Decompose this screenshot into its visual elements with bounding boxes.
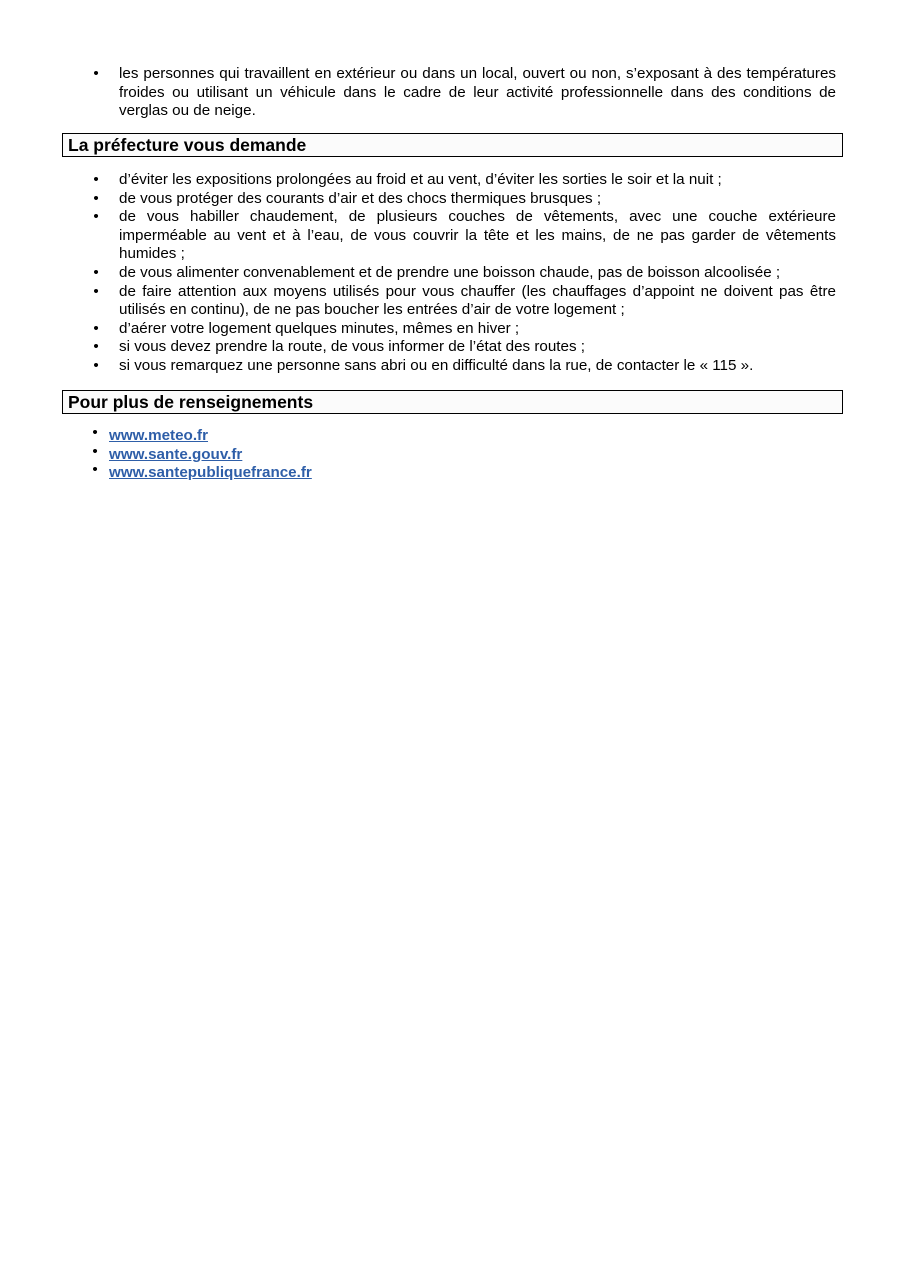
list-item-text: si vous devez prendre la route, de vous informer de l’état des routes ; [119,338,585,356]
list-item [90,65,836,121]
list-item-text: de faire attention aux moyens utilisés pour vous chauffer (les chauffages d’appoint ne doivent pas être utilisés en continu), de ne pas boucher les entrées d’air de votre logement ; [119,282,836,319]
list-item-text: de vous alimenter convenablement et de prendre une boisson chaude, pas de boisson alcoolisée ; [119,263,781,281]
link-sante-gouv[interactable]: www.sante.gouv.fr [109,445,243,463]
list-item [90,320,836,339]
bullet-icon: • [93,282,99,300]
list-item [90,283,836,320]
bullet-icon: • [92,461,98,479]
list-item [90,357,836,376]
bullet-icon: • [93,263,99,281]
intro-bullet-list [90,65,836,121]
link-meteo[interactable]: www.meteo.fr [109,427,209,444]
list-item [90,424,490,446]
list-item [90,264,836,283]
bullet-icon: • [93,356,99,374]
bullet-icon: • [93,65,99,82]
link-sante-publique-france[interactable]: www.santepubliquefrance.fr [109,464,312,482]
section-header-demande: La préfecture vous demande [62,133,843,157]
list-item [90,190,836,209]
list-item-text: de vous protéger des courants d’air et des chocs thermiques brusques ; [119,189,602,207]
bullet-icon: • [93,319,99,337]
bullet-icon: • [93,338,99,356]
bullet-icon: • [93,208,99,226]
bullet-icon: • [92,424,98,441]
list-item [90,461,490,483]
bullet-icon: • [92,442,98,460]
list-item-text: les personnes qui travaillent en extérieur ou dans un local, ouvert ou non, s’exposant à des températures froides ou utilisant un véhicule dans le cadre de leur activité professionnelle dans des conditions de verglas ou de neige. [119,65,836,120]
list-item [90,338,836,357]
list-item [90,171,836,190]
list-item [90,208,836,264]
section-header-renseignements: Pour plus de renseignements [62,390,843,414]
bullet-icon: • [93,189,99,207]
demande-bullet-list [90,171,836,376]
renseignements-link-list [90,424,490,483]
list-item [90,442,490,465]
list-item-text: de vous habiller chaudement, de plusieurs couches de vêtements, avec une couche extérieure imperméable au vent et à l’eau, de vous couvrir la tête et les mains, de ne pas garder de vêtements humides ; [119,208,836,263]
list-item-text: d’aérer votre logement quelques minutes, mêmes en hiver ; [119,319,520,337]
list-item-text: si vous remarquez une personne sans abri ou en difficulté dans la rue, de contacter le « 115 ». [119,356,754,374]
bullet-icon: • [93,171,99,188]
list-item-text: d’éviter les expositions prolongées au froid et au vent, d’éviter les sorties le soir et la nuit ; [119,171,722,188]
